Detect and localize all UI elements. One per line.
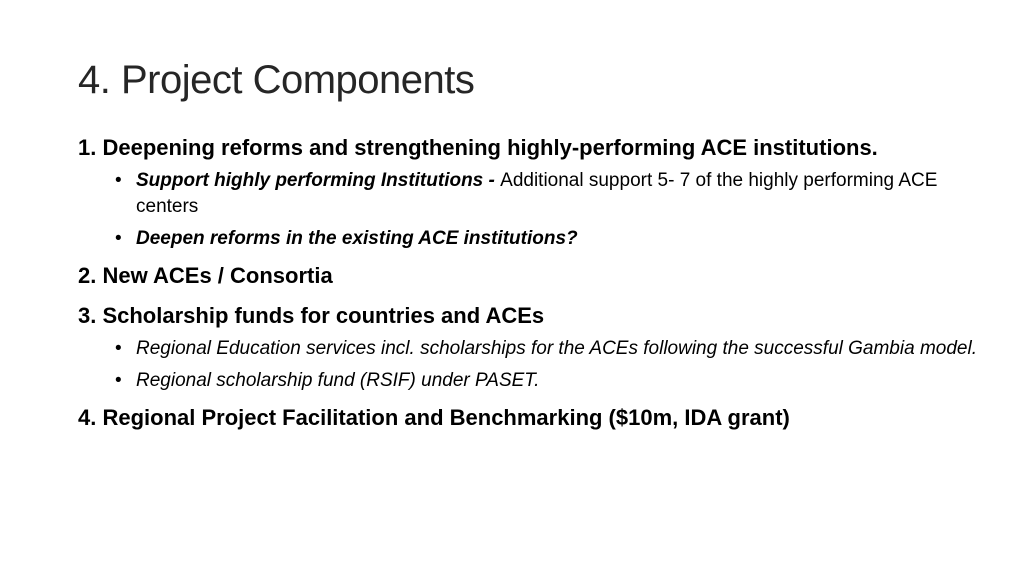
bullet-text: Regional Education services incl. scholarships for the ACEs following the successful Gambia model. <box>136 338 977 359</box>
bullet-marker: • <box>115 370 122 391</box>
bullet-regional-education <box>78 336 978 362</box>
section-heading-4: 4. Regional Project Facilitation and Benchmarking ($10m, IDA grant) <box>78 405 790 430</box>
bullet-text: Additional support 5- 7 of the highly performing ACE centers <box>136 170 938 217</box>
bullet-lead: Deepen reforms in the existing ACE institutions? <box>136 228 578 249</box>
bullet-lead: Support highly performing Institutions - <box>136 170 501 191</box>
slide-title: 4. Project Components <box>78 58 475 102</box>
bullet-marker: • <box>115 338 122 359</box>
bullet-text: Regional scholarship fund (RSIF) under PASET. <box>136 370 540 391</box>
section-heading-2: 2. New ACEs / Consortia <box>78 263 333 288</box>
slide-body <box>78 132 978 434</box>
bullet-rsif <box>78 368 978 394</box>
bullet-deepen-reforms <box>78 226 978 252</box>
section-1-bullets <box>78 168 978 252</box>
section-heading-1: 1. Deepening reforms and strengthening highly-performing ACE institutions. <box>78 135 878 160</box>
bullet-support-institutions <box>78 168 978 220</box>
section-heading-3: 3. Scholarship funds for countries and ACEs <box>78 303 545 328</box>
section-3-bullets <box>78 336 978 394</box>
bullet-marker: • <box>115 228 122 249</box>
bullet-marker: • <box>115 170 122 191</box>
